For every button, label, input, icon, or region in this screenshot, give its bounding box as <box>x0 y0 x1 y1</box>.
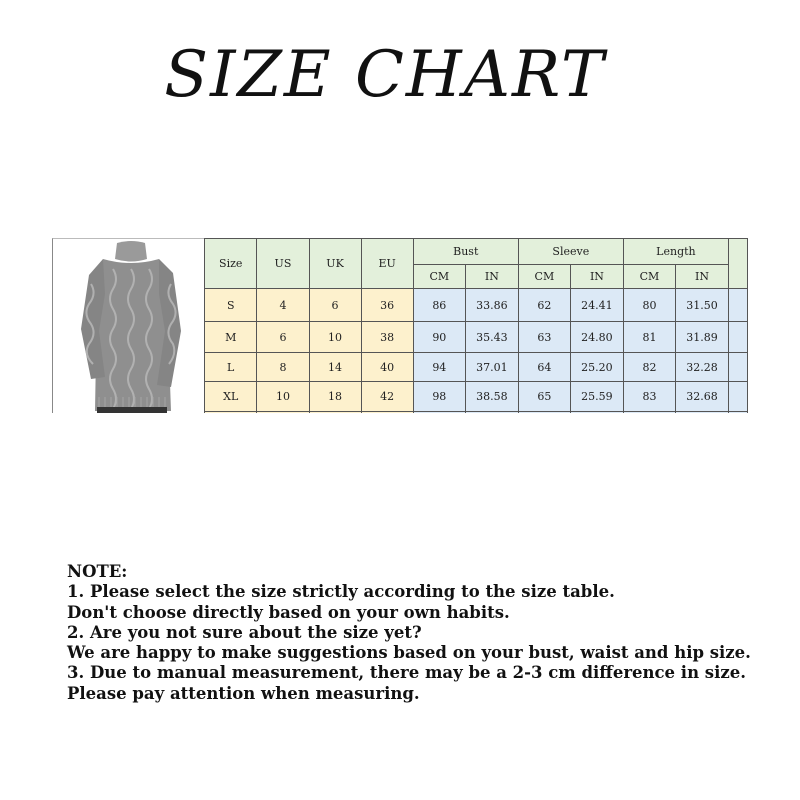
cell-length-in: 31.50 <box>676 289 729 322</box>
cell-extra <box>728 289 747 322</box>
cell-uk: 18 <box>309 382 361 412</box>
cell-cutoff <box>465 412 518 414</box>
cell-cutoff <box>361 412 413 414</box>
cell-bust-in: 37.01 <box>465 353 518 382</box>
cell-eu: 38 <box>361 322 413 353</box>
header-bust: Bust <box>413 239 518 265</box>
cell-sleeve-cm: 64 <box>518 353 570 382</box>
cell-sleeve-in: 24.41 <box>571 289 624 322</box>
cell-sleeve-in: 25.20 <box>571 353 624 382</box>
cell-size: XL <box>205 382 257 412</box>
cell-bust-cm: 94 <box>413 353 465 382</box>
cell-bust-cm: 90 <box>413 322 465 353</box>
note-heading: NOTE: <box>67 562 128 581</box>
size-notes <box>67 562 787 704</box>
cell-cutoff <box>257 412 309 414</box>
cell-uk: 10 <box>309 322 361 353</box>
cell-bust-cm: 86 <box>413 289 465 322</box>
product-photo <box>52 238 205 413</box>
header-eu: EU <box>361 239 413 289</box>
cell-bust-in: 33.86 <box>465 289 518 322</box>
cell-cutoff <box>676 412 729 414</box>
cell-sleeve-cm: 62 <box>518 289 570 322</box>
cell-cutoff <box>205 412 257 414</box>
header-sleeve-in: IN <box>571 265 624 289</box>
note-line: We are happy to make suggestions based on your bust, waist and hip size. <box>67 643 751 663</box>
cell-bust-cm: 98 <box>413 382 465 412</box>
cell-cutoff <box>571 412 624 414</box>
note-line: 2. Are you not sure about the size yet? <box>67 622 422 642</box>
note-line: 1. Please select the size strictly according to the size table. <box>67 582 615 602</box>
page-title: SIZE CHART <box>164 38 606 112</box>
header-sleeve: Sleeve <box>518 239 623 265</box>
cell-us: 8 <box>257 353 309 382</box>
header-bust-cm: CM <box>413 265 465 289</box>
cell-us: 6 <box>257 322 309 353</box>
header-uk: UK <box>309 239 361 289</box>
header-length-cm: CM <box>623 265 675 289</box>
table-row <box>205 382 748 412</box>
cell-length-cm: 82 <box>623 353 675 382</box>
cell-eu: 36 <box>361 289 413 322</box>
cell-bust-in: 35.43 <box>465 322 518 353</box>
cell-sleeve-in: 25.59 <box>571 382 624 412</box>
cell-eu: 40 <box>361 353 413 382</box>
note-line: 3. Due to manual measurement, there may be a 2-3 cm difference in size. <box>67 663 746 683</box>
sweater-dress-image <box>53 239 205 413</box>
table-row <box>205 322 748 353</box>
cell-sleeve-cm: 65 <box>518 382 570 412</box>
cell-us: 10 <box>257 382 309 412</box>
table-row <box>205 353 748 382</box>
cell-cutoff <box>623 412 675 414</box>
cell-extra <box>728 353 747 382</box>
cell-us: 4 <box>257 289 309 322</box>
table-row <box>205 289 748 322</box>
cell-uk: 14 <box>309 353 361 382</box>
cell-extra <box>728 322 747 353</box>
cell-length-in: 32.68 <box>676 382 729 412</box>
cell-cutoff <box>309 412 361 414</box>
size-chart-table <box>52 238 748 413</box>
cell-cutoff <box>413 412 465 414</box>
cell-eu: 42 <box>361 382 413 412</box>
header-length: Length <box>623 239 728 265</box>
cell-size: M <box>205 322 257 353</box>
note-line: Please pay attention when measuring. <box>67 683 420 703</box>
note-line: Don't choose directly based on your own habits. <box>67 602 510 622</box>
cell-uk: 6 <box>309 289 361 322</box>
cell-length-cm: 83 <box>623 382 675 412</box>
header-size: Size <box>205 239 257 289</box>
header-length-in: IN <box>676 265 729 289</box>
cell-bust-in: 38.58 <box>465 382 518 412</box>
cell-sleeve-in: 24.80 <box>571 322 624 353</box>
cell-size: L <box>205 353 257 382</box>
cell-length-in: 31.89 <box>676 322 729 353</box>
header-sleeve-cm: CM <box>518 265 570 289</box>
cell-cutoff <box>728 412 747 414</box>
cell-sleeve-cm: 63 <box>518 322 570 353</box>
header-bust-in: IN <box>465 265 518 289</box>
cell-length-cm: 80 <box>623 289 675 322</box>
cell-length-in: 32.28 <box>676 353 729 382</box>
cell-extra <box>728 382 747 412</box>
cell-length-cm: 81 <box>623 322 675 353</box>
header-us: US <box>257 239 309 289</box>
cell-cutoff <box>518 412 570 414</box>
cell-size: S <box>205 289 257 322</box>
header-extra <box>728 239 747 289</box>
